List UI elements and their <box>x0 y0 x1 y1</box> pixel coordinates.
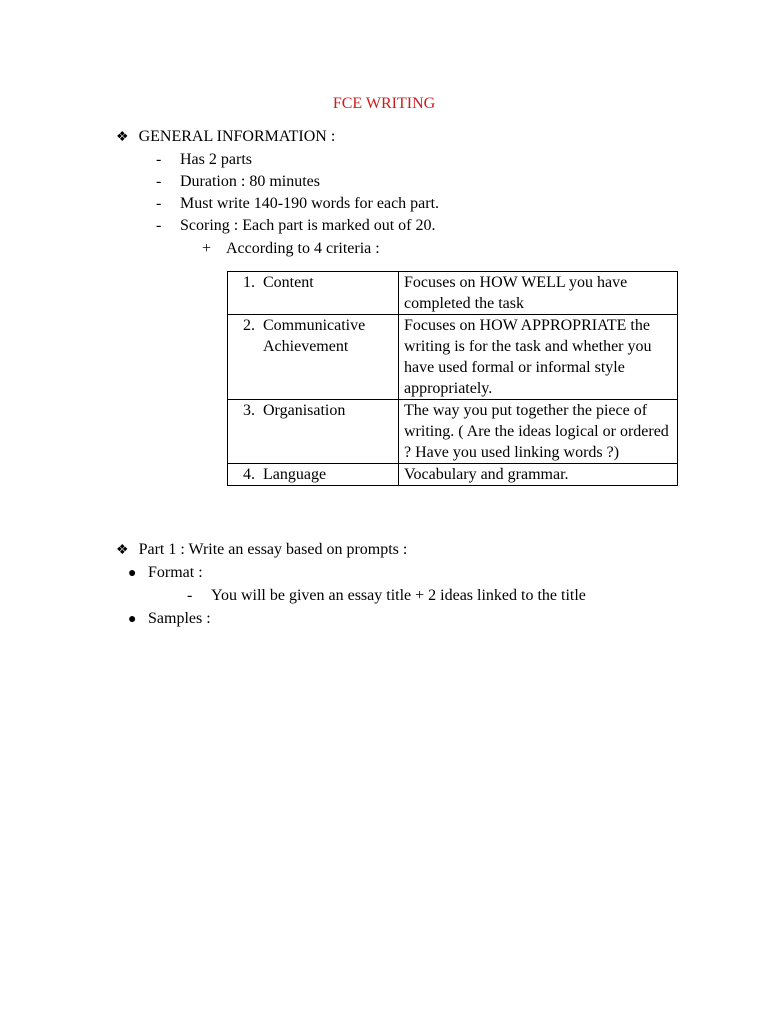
dash-bullet-icon: - <box>156 217 162 234</box>
list-item <box>156 194 440 214</box>
document-title: FCE WRITING <box>332 95 436 112</box>
table-row <box>228 272 678 315</box>
criteria-name-cell <box>228 272 399 315</box>
format-item <box>128 563 203 584</box>
criteria-number: 2. <box>243 317 255 334</box>
list-item <box>156 150 252 170</box>
criteria-number: 4. <box>243 466 255 483</box>
general-information-label: GENERAL INFORMATION : <box>138 128 336 145</box>
list-item <box>156 216 436 236</box>
sub-list-item-text: According to 4 criteria : <box>226 240 380 257</box>
list-item-text: Scoring : Each part is marked out of 20. <box>180 217 436 234</box>
dash-bullet-icon: - <box>187 587 193 604</box>
criteria-description-cell: Focuses on HOW APPROPRIATE the writing is for the task and whether you have used formal or informal style appropriately. <box>399 315 678 400</box>
sub-list-item <box>202 239 380 259</box>
format-label: Format : <box>148 564 203 581</box>
criteria-name: Communicative Achievement <box>263 317 366 355</box>
criteria-description-cell: Focuses on HOW WELL you have completed the task <box>399 272 678 315</box>
format-detail-item <box>187 586 586 606</box>
list-item-text: Must write 140-190 words for each part. <box>180 195 440 212</box>
dash-bullet-icon: - <box>156 173 162 190</box>
criteria-name: Content <box>263 274 314 291</box>
general-information-heading <box>116 127 335 148</box>
list-item <box>156 172 320 192</box>
criteria-name-cell <box>228 464 399 486</box>
part1-label: Part 1 : Write an essay based on prompts : <box>138 541 408 558</box>
criteria-description-cell: Vocabulary and grammar. <box>399 464 678 486</box>
diamond-bullet-icon: ❖ <box>116 130 129 145</box>
table-row <box>228 400 678 464</box>
criteria-name-cell <box>228 400 399 464</box>
diamond-bullet-icon: ❖ <box>116 543 129 558</box>
list-item-text: Has 2 parts <box>180 151 252 168</box>
samples-label: Samples : <box>148 610 211 627</box>
criteria-table <box>227 271 678 486</box>
criteria-name: Organisation <box>263 402 346 419</box>
criteria-name-cell <box>228 315 399 400</box>
table-row <box>228 464 678 486</box>
plus-bullet-icon: + <box>202 240 212 257</box>
dash-bullet-icon: - <box>156 151 162 168</box>
table-row <box>228 315 678 400</box>
bullet-dot-icon: ● <box>128 566 137 581</box>
criteria-name: Language <box>263 466 327 483</box>
list-item-text: Duration : 80 minutes <box>180 173 320 190</box>
criteria-description-cell: The way you put together the piece of writing. ( Are the ideas logical or ordered ? Have you used linking words ?) <box>399 400 678 464</box>
samples-item <box>128 609 211 630</box>
criteria-number: 3. <box>243 402 255 419</box>
format-detail-text: You will be given an essay title + 2 ideas linked to the title <box>211 587 586 604</box>
criteria-number: 1. <box>243 274 255 291</box>
bullet-dot-icon: ● <box>128 612 137 627</box>
part1-heading <box>116 540 407 561</box>
dash-bullet-icon: - <box>156 195 162 212</box>
